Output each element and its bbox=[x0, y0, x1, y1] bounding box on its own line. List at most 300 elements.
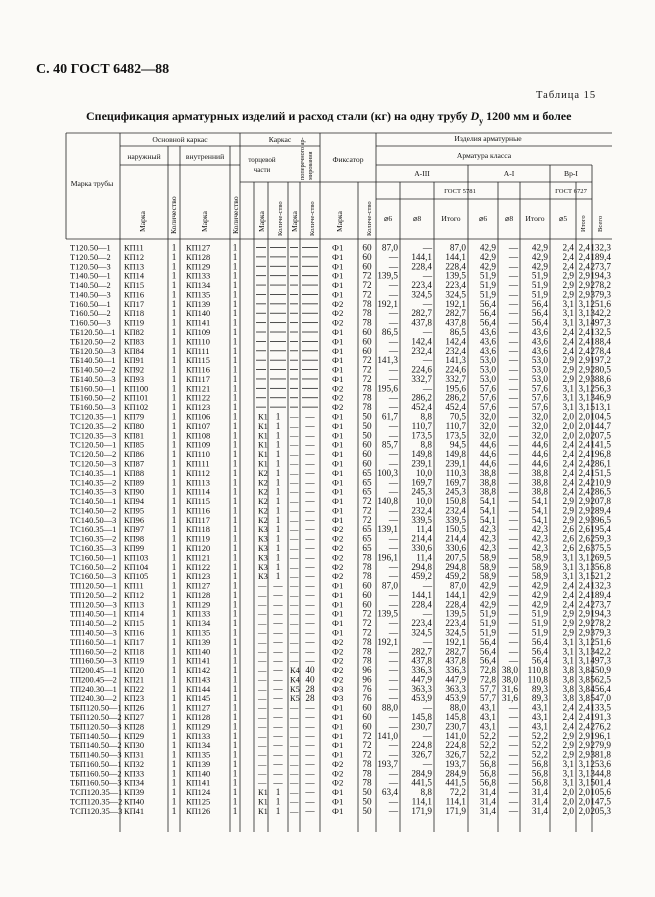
a3-d8: 144,1 bbox=[411, 251, 432, 262]
a3-d6: 139,5 bbox=[377, 608, 398, 619]
pipe-brand: Т120.50—2 bbox=[70, 252, 111, 262]
inner-cage-brand: КП127 bbox=[186, 703, 211, 713]
pipe-brand: ТС120.35—1 bbox=[70, 412, 117, 422]
inner-cage-qty: 1 bbox=[232, 477, 238, 488]
grand-total: 133,5 bbox=[590, 702, 611, 713]
fixator-qty: 96 bbox=[362, 665, 372, 676]
a3-d8: — bbox=[422, 355, 432, 366]
a1-total: 42,3 bbox=[531, 533, 548, 544]
cross-cage-qty: — bbox=[305, 777, 315, 788]
outer-cage-qty: 1 bbox=[171, 477, 177, 488]
vr-d5: 3,1 bbox=[562, 298, 574, 309]
vr-total: 2,0 bbox=[578, 787, 590, 798]
cross-cage-qty: — bbox=[305, 730, 315, 741]
inner-cage-brand: КП109 bbox=[186, 440, 211, 450]
a1-d8: — bbox=[508, 449, 518, 460]
a1-total: 56,4 bbox=[531, 636, 548, 647]
outer-cage-brand: КП93 bbox=[124, 374, 145, 384]
end-cage-qty: 1 bbox=[275, 467, 281, 478]
vr-d5: 3,8 bbox=[562, 665, 574, 676]
col-a1: А-I bbox=[503, 169, 515, 178]
vr-d5: 2,4 bbox=[562, 458, 574, 469]
cross-cage-brand: — bbox=[290, 750, 299, 760]
inner-cage-brand: КП127 bbox=[186, 581, 211, 591]
cross-cage-qty: — bbox=[305, 768, 315, 779]
end-cage-brand: — bbox=[258, 694, 267, 704]
a3-d6: 139,1 bbox=[377, 524, 398, 535]
a1-total: 53,0 bbox=[531, 355, 548, 366]
end-cage-brand: К2 bbox=[258, 515, 268, 525]
a1-d6: 44,6 bbox=[479, 449, 496, 460]
inner-cage-brand: КП110 bbox=[186, 450, 210, 460]
col-poperechn: поперечного ар- bbox=[299, 137, 306, 180]
fixator-brand: Ф1 bbox=[332, 589, 344, 600]
end-cage-qty: — bbox=[273, 712, 283, 722]
a1-d8: — bbox=[508, 355, 518, 366]
a1-d6: 56,4 bbox=[479, 308, 496, 319]
vr-d5: 2,9 bbox=[562, 514, 574, 525]
fixator-qty: 78 bbox=[362, 298, 372, 309]
fixator-brand: Ф3 bbox=[332, 693, 344, 704]
a1-d8: — bbox=[508, 430, 518, 441]
grand-total: 450,9 bbox=[590, 665, 611, 676]
col-a3: А-III bbox=[414, 169, 430, 178]
cross-cage-qty: — bbox=[305, 411, 315, 422]
cross-cage-brand: — bbox=[290, 515, 299, 525]
inner-cage-qty: 1 bbox=[232, 561, 238, 572]
pipe-brand: Т120.50—1 bbox=[70, 243, 111, 253]
end-cage-qty: — bbox=[273, 580, 283, 591]
a1-d6: 54,1 bbox=[479, 496, 496, 507]
a1-total: 51,9 bbox=[531, 627, 548, 638]
end-cage-brand: К2 bbox=[258, 487, 268, 497]
a3-total: 141,3 bbox=[445, 355, 466, 366]
a3-d8: 224,6 bbox=[411, 364, 432, 375]
vr-total: 3,1 bbox=[578, 571, 590, 582]
a3-d6: — bbox=[388, 486, 398, 497]
a3-d6: — bbox=[388, 317, 398, 328]
outer-cage-brand: КП17 bbox=[124, 299, 145, 309]
a1-d8: — bbox=[508, 758, 518, 769]
vr-total: 3,1 bbox=[578, 777, 590, 788]
cross-cage-qty: — bbox=[305, 514, 315, 525]
cross-cage-qty: — bbox=[305, 805, 315, 816]
cross-cage-brand: — bbox=[290, 543, 299, 553]
fixator-brand: Ф1 bbox=[332, 477, 344, 488]
outer-cage-qty: 1 bbox=[171, 665, 177, 676]
a1-d6: 56,4 bbox=[479, 636, 496, 647]
a3-d8: 214,4 bbox=[411, 533, 432, 544]
a1-d8: — bbox=[508, 787, 518, 798]
vr-d5: 2,4 bbox=[562, 345, 574, 356]
a3-d8: 282,7 bbox=[411, 308, 432, 319]
fixator-qty: 60 bbox=[362, 712, 372, 722]
a3-d6: 100,3 bbox=[377, 467, 398, 478]
a3-total: 114,1 bbox=[445, 796, 466, 807]
cross-cage-brand: — bbox=[290, 431, 299, 441]
cross-cage-brand: — bbox=[290, 713, 299, 722]
cross-cage-brand: — bbox=[290, 497, 299, 507]
outer-cage-brand: КП22 bbox=[124, 684, 145, 694]
end-cage-brand: — bbox=[258, 741, 267, 751]
pipe-brand: ТБП160.50—2 bbox=[70, 769, 122, 779]
end-cage-qty: — bbox=[273, 749, 283, 760]
inner-cage-brand: КП124 bbox=[186, 788, 211, 798]
cross-cage-brand: — bbox=[290, 468, 299, 478]
a1-total: 56,4 bbox=[531, 298, 548, 309]
a1-d8: — bbox=[508, 796, 518, 807]
a3-total: 324,5 bbox=[445, 627, 466, 638]
a3-total: 94,5 bbox=[449, 439, 466, 450]
cross-cage-brand: — bbox=[290, 487, 299, 497]
outer-cage-brand: КП31 bbox=[124, 750, 145, 760]
vr-total: 2,9 bbox=[578, 289, 590, 300]
a1-total: 89,3 bbox=[531, 693, 548, 704]
outer-cage-brand: КП30 bbox=[124, 741, 145, 751]
grand-total: 189,4 bbox=[590, 251, 611, 262]
fixator-qty: 72 bbox=[362, 280, 372, 291]
a1-total: 56,4 bbox=[531, 317, 548, 328]
end-cage-brand: — bbox=[258, 628, 267, 638]
vr-d5: 2,4 bbox=[562, 449, 574, 460]
cross-cage-qty: — bbox=[305, 702, 315, 713]
vr-d5: 2,0 bbox=[562, 411, 574, 422]
vr-d5: 3,1 bbox=[562, 758, 574, 769]
inner-cage-brand: КП121 bbox=[186, 384, 211, 394]
inner-cage-brand: КП142 bbox=[186, 666, 211, 676]
a1-total: 31,4 bbox=[531, 796, 548, 807]
inner-cage-brand: КП108 bbox=[186, 431, 211, 441]
end-cage-qty: — bbox=[273, 636, 283, 647]
fixator-brand: Ф1 bbox=[332, 627, 344, 638]
grand-total: 191,3 bbox=[590, 712, 611, 722]
a1-total: 51,9 bbox=[531, 270, 548, 281]
fixator-qty: 65 bbox=[362, 542, 372, 553]
outer-cage-brand: КП29 bbox=[124, 731, 145, 741]
a3-d8: 223,4 bbox=[411, 280, 432, 291]
inner-cage-brand: КП123 bbox=[186, 572, 211, 582]
a3-d6: — bbox=[388, 627, 398, 638]
outer-cage-qty: 1 bbox=[171, 561, 177, 572]
grand-total: 381,8 bbox=[590, 749, 611, 760]
a3-total: 453,9 bbox=[445, 693, 466, 704]
a3-total: 437,8 bbox=[445, 655, 466, 666]
pipe-brand: Т160.50—1 bbox=[70, 299, 111, 309]
cross-cage-qty: — bbox=[305, 533, 315, 544]
fixator-brand: Ф1 bbox=[332, 712, 344, 722]
pipe-brand: ТП240.30—2 bbox=[70, 694, 117, 704]
a1-d6: 51,9 bbox=[479, 627, 496, 638]
a3-d6: — bbox=[388, 721, 398, 732]
end-cage-brand: — bbox=[258, 703, 267, 713]
fixator-qty: 65 bbox=[362, 477, 372, 488]
end-cage-brand: — bbox=[258, 619, 267, 629]
a3-d8: 452,4 bbox=[411, 402, 432, 413]
outer-cage-qty: 1 bbox=[171, 420, 177, 431]
vr-d5: 2,9 bbox=[562, 608, 574, 619]
a1-d8: — bbox=[508, 458, 518, 469]
outer-cage-qty: 1 bbox=[171, 618, 177, 629]
a3-d6: — bbox=[388, 289, 398, 300]
end-cage-qty: — bbox=[273, 674, 283, 685]
col-kol-vn: Количество bbox=[231, 196, 240, 234]
outer-cage-qty: 1 bbox=[171, 373, 177, 384]
fixator-qty: 78 bbox=[362, 758, 372, 769]
vr-d5: 2,9 bbox=[562, 270, 574, 281]
a1-d8: — bbox=[508, 777, 518, 788]
grand-total: 279,9 bbox=[590, 740, 611, 751]
a3-total: 142,4 bbox=[445, 336, 466, 347]
fixator-brand: Ф2 bbox=[332, 655, 344, 666]
vr-total: 2,6 bbox=[578, 542, 590, 553]
vr-d5: 2,6 bbox=[562, 542, 574, 553]
fixator-qty: 65 bbox=[362, 533, 372, 544]
end-cage-qty: 1 bbox=[275, 449, 281, 460]
a3-d8: 11,4 bbox=[416, 552, 432, 563]
inner-cage-brand: КП134 bbox=[186, 281, 211, 291]
outer-cage-brand: КП79 bbox=[124, 412, 145, 422]
fixator-brand: Ф1 bbox=[332, 721, 344, 732]
grand-total: 251,6 bbox=[590, 298, 611, 309]
a1-d6: 56,4 bbox=[479, 298, 496, 309]
outer-cage-qty: 1 bbox=[171, 683, 177, 694]
a1-total: 57,6 bbox=[531, 392, 548, 403]
a1-d6: 38,8 bbox=[479, 486, 496, 497]
fixator-qty: 78 bbox=[362, 561, 372, 572]
outer-cage-brand: КП32 bbox=[124, 759, 145, 769]
outer-cage-qty: 1 bbox=[171, 411, 177, 422]
title-main: Спецификация арматурных изделий и расход стали (кг) на одну трубу bbox=[86, 109, 468, 123]
cross-cage-qty: — bbox=[305, 420, 315, 431]
grand-total: 196,1 bbox=[590, 730, 611, 741]
a3-d8: — bbox=[422, 730, 432, 741]
a1-total: 32,0 bbox=[531, 430, 548, 441]
col-d6-a3: ⌀6 bbox=[383, 214, 393, 223]
vr-total: 2,4 bbox=[578, 251, 590, 262]
outer-cage-qty: 1 bbox=[171, 449, 177, 460]
inner-cage-brand: КП122 bbox=[186, 393, 211, 403]
outer-cage-qty: 1 bbox=[171, 496, 177, 507]
a3-total: 363,3 bbox=[445, 683, 466, 694]
a3-total: 173,5 bbox=[445, 430, 466, 441]
outer-cage-qty: 1 bbox=[171, 768, 177, 779]
cross-cage-brand: — bbox=[290, 572, 299, 582]
cross-cage-qty: — bbox=[305, 787, 315, 798]
col-kol-nar: Количество bbox=[169, 196, 178, 234]
grand-total: 194,3 bbox=[590, 270, 611, 281]
a1-d6: 31,4 bbox=[479, 796, 496, 807]
a1-d8: — bbox=[508, 402, 518, 413]
end-cage-qty: — bbox=[273, 618, 283, 629]
pipe-brand: ТБП120.50—3 bbox=[70, 722, 122, 732]
pipe-brand: ТП140.50—3 bbox=[70, 628, 117, 638]
a3-d6: 85,7 bbox=[381, 439, 398, 450]
inner-cage-brand: КП141 bbox=[186, 656, 211, 666]
end-cage-qty: 1 bbox=[275, 552, 281, 563]
inner-cage-qty: 1 bbox=[232, 327, 238, 338]
inner-cage-brand: КП140 bbox=[186, 309, 211, 319]
a1-total: 38,8 bbox=[531, 477, 548, 488]
a3-d6: — bbox=[388, 261, 398, 272]
vr-total: 3,1 bbox=[578, 768, 590, 779]
end-cage-qty: 1 bbox=[275, 496, 281, 507]
pipe-brand: ТБП160.50—3 bbox=[70, 778, 122, 788]
col-vsego: Всего bbox=[597, 215, 604, 232]
a3-total: 286,2 bbox=[445, 392, 466, 403]
pipe-brand: Т120.50—3 bbox=[70, 262, 111, 272]
outer-cage-qty: 1 bbox=[171, 636, 177, 647]
end-cage-qty: — bbox=[273, 683, 283, 694]
outer-cage-brand: КП83 bbox=[124, 337, 145, 347]
outer-cage-brand: КП33 bbox=[124, 769, 145, 779]
fixator-qty: 60 bbox=[362, 336, 372, 347]
fixator-brand: Ф2 bbox=[332, 674, 344, 685]
fixator-qty: 76 bbox=[362, 693, 372, 704]
grand-total: 251,6 bbox=[590, 636, 611, 647]
fixator-qty: 60 bbox=[362, 589, 372, 600]
vr-total: 3,1 bbox=[578, 383, 590, 394]
pipe-brand: ТС140.35—2 bbox=[70, 478, 117, 488]
grand-total: 289,4 bbox=[590, 505, 611, 516]
a3-d6: 87,0 bbox=[381, 580, 398, 591]
a3-d8: 286,2 bbox=[411, 392, 432, 403]
a1-d8: — bbox=[508, 383, 518, 394]
grand-total: 562,5 bbox=[590, 674, 611, 685]
outer-cage-qty: 1 bbox=[171, 251, 177, 262]
a3-total: 169,7 bbox=[445, 477, 466, 488]
col-kol-pop: Количе-ство bbox=[309, 201, 316, 236]
pipe-brand: ТБ140.50—2 bbox=[70, 365, 116, 375]
a1-d8: — bbox=[508, 251, 518, 262]
inner-cage-brand: КП121 bbox=[186, 553, 211, 563]
grand-total: 513,1 bbox=[590, 402, 611, 413]
a1-d8: — bbox=[508, 542, 518, 553]
outer-cage-qty: 1 bbox=[171, 430, 177, 441]
vr-total: 2,4 bbox=[578, 477, 590, 488]
a1-d6: 51,9 bbox=[479, 618, 496, 629]
a1-d6: 42,9 bbox=[479, 251, 496, 262]
a3-total: 324,5 bbox=[445, 289, 466, 300]
outer-cage-qty: 1 bbox=[171, 805, 177, 816]
inner-cage-brand: КП128 bbox=[186, 590, 211, 600]
fixator-brand: Ф2 bbox=[332, 402, 344, 413]
a1-d8: — bbox=[508, 280, 518, 291]
a1-d8: — bbox=[508, 373, 518, 384]
end-cage-qty: 1 bbox=[275, 486, 281, 497]
a1-total: 56,8 bbox=[531, 768, 548, 779]
end-cage-qty: 1 bbox=[275, 796, 281, 807]
a1-d8: 38,0 bbox=[501, 665, 518, 676]
a1-total: 57,6 bbox=[531, 383, 548, 394]
a1-d6: 32,0 bbox=[479, 420, 496, 431]
inner-cage-brand: КП135 bbox=[186, 290, 211, 300]
inner-cage-brand: КП114 bbox=[186, 487, 210, 497]
outer-cage-qty: 1 bbox=[171, 758, 177, 769]
a3-d8: — bbox=[422, 242, 432, 253]
cross-cage-qty: — bbox=[305, 430, 315, 441]
grand-total: 501,4 bbox=[590, 777, 611, 788]
cross-cage-brand: — bbox=[290, 553, 299, 563]
vr-total: 2,4 bbox=[578, 242, 590, 253]
fixator-qty: 50 bbox=[362, 411, 372, 422]
a3-total: 232,4 bbox=[445, 345, 466, 356]
fixator-qty: 50 bbox=[362, 796, 372, 807]
a3-d8: 144,1 bbox=[411, 589, 432, 600]
a1-total: 42,9 bbox=[531, 599, 548, 610]
a1-d8: — bbox=[508, 524, 518, 535]
inner-cage-brand: КП133 bbox=[186, 731, 211, 741]
a3-total: 459,2 bbox=[445, 571, 466, 582]
vr-total: 2,4 bbox=[578, 458, 590, 469]
fixator-brand: Ф2 bbox=[332, 392, 344, 403]
title-dy: D bbox=[470, 109, 480, 123]
grand-total: 379,3 bbox=[590, 289, 611, 300]
a1-d8: — bbox=[508, 805, 518, 816]
pipe-brand: ТБП120.50—1 bbox=[70, 703, 122, 713]
outer-cage-brand: КП19 bbox=[124, 318, 145, 328]
pipe-brand: ТБП140.50—2 bbox=[70, 741, 122, 751]
inner-cage-qty: 1 bbox=[232, 317, 238, 328]
cross-cage-brand: — bbox=[290, 741, 299, 751]
a3-d8: 228,4 bbox=[411, 599, 432, 610]
vr-total: 3,1 bbox=[578, 636, 590, 647]
a3-d8: — bbox=[422, 608, 432, 619]
a1-total: 43,1 bbox=[531, 721, 548, 732]
a3-total: 150,5 bbox=[445, 524, 466, 535]
a3-d6: — bbox=[388, 533, 398, 544]
a1-total: 31,4 bbox=[531, 787, 548, 798]
end-cage-qty: — bbox=[273, 589, 283, 600]
a1-d6: 57,6 bbox=[479, 402, 496, 413]
end-cage-brand: К3 bbox=[258, 562, 268, 572]
a1-total: 56,8 bbox=[531, 758, 548, 769]
cross-cage-qty: — bbox=[305, 542, 315, 553]
grand-total: 278,4 bbox=[590, 345, 611, 356]
vr-total: 3,1 bbox=[578, 561, 590, 572]
pipe-brand: ТБ120.50—3 bbox=[70, 346, 116, 356]
cross-cage-qty: — bbox=[305, 655, 315, 666]
a1-d8: — bbox=[508, 561, 518, 572]
a1-d8: — bbox=[508, 261, 518, 272]
outer-cage-brand: КП89 bbox=[124, 478, 145, 488]
vr-d5: 2,9 bbox=[562, 505, 574, 516]
col-tortsevoy-1: торцевой bbox=[248, 156, 276, 164]
a3-d6: — bbox=[388, 561, 398, 572]
a3-d6: 141,0 bbox=[377, 730, 398, 741]
a1-d8: — bbox=[508, 345, 518, 356]
a1-d6: 57,6 bbox=[479, 392, 496, 403]
a3-total: 141,0 bbox=[445, 730, 466, 741]
vr-d5: 3,8 bbox=[562, 693, 574, 704]
inner-cage-brand: КП145 bbox=[186, 694, 211, 704]
inner-cage-brand: КП135 bbox=[186, 628, 211, 638]
cross-cage-brand: — bbox=[290, 656, 299, 666]
fixator-brand: Ф1 bbox=[332, 251, 344, 262]
table-row bbox=[70, 806, 611, 816]
pipe-brand: ТП120.50—3 bbox=[70, 600, 117, 610]
pipe-brand: ТС160.50—2 bbox=[70, 562, 117, 572]
a3-d6: — bbox=[388, 477, 398, 488]
vr-total: 2,9 bbox=[578, 280, 590, 291]
a3-total: 282,7 bbox=[445, 308, 466, 319]
pipe-brand: Т160.50—2 bbox=[70, 309, 111, 319]
a1-total: 43,6 bbox=[531, 336, 548, 347]
a1-d6: 42,9 bbox=[479, 599, 496, 610]
cross-cage-qty: 28 bbox=[305, 693, 315, 704]
end-cage-qty: — bbox=[273, 768, 283, 779]
grand-total: 278,2 bbox=[590, 280, 611, 291]
outer-cage-brand: КП94 bbox=[124, 497, 145, 507]
